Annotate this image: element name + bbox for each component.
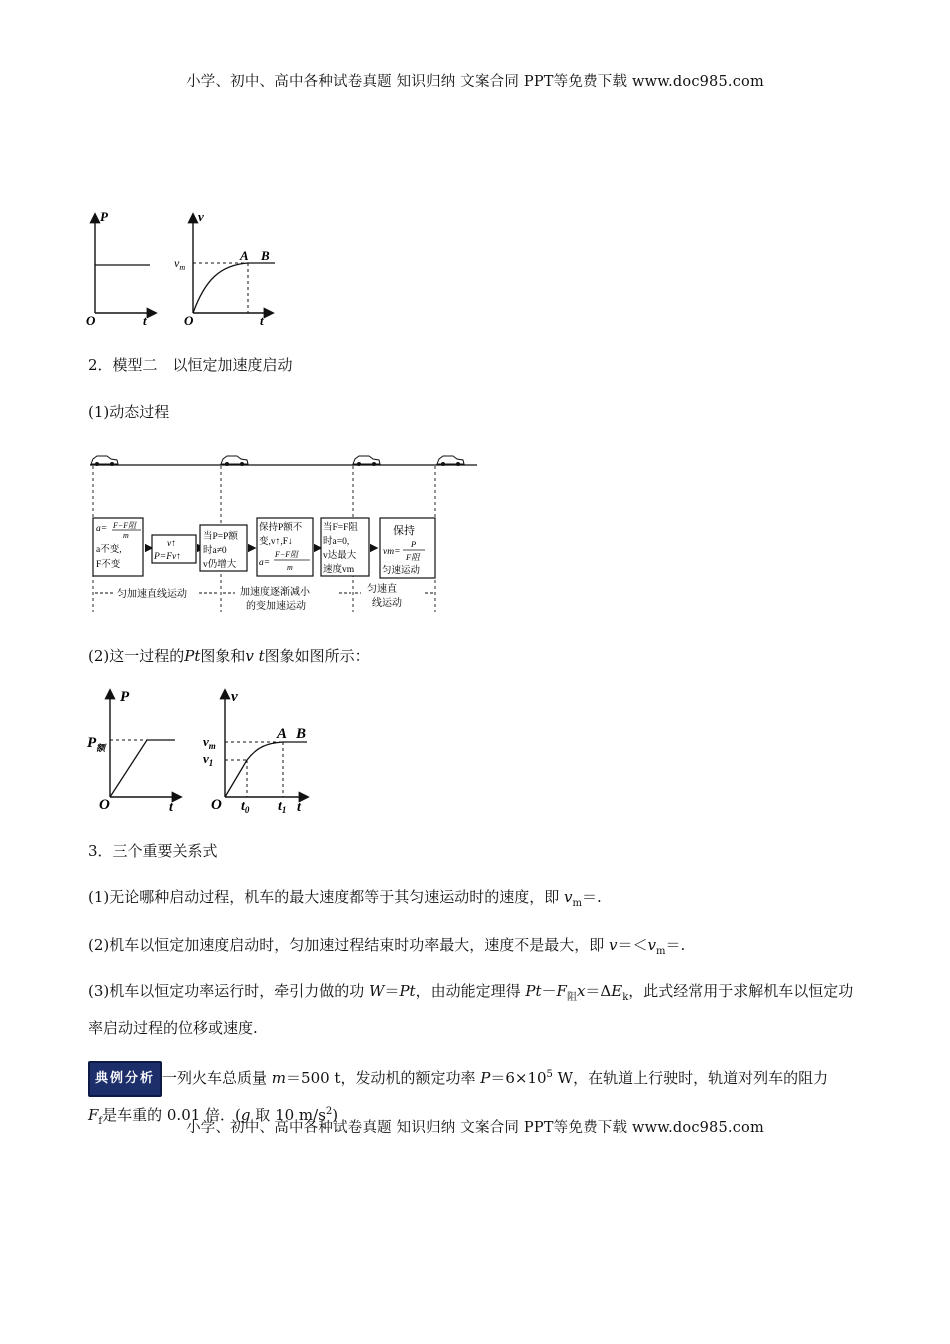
box3-text-1: 当P=P额 [203, 532, 238, 542]
svg-text:a=: a= [259, 558, 271, 568]
stage-label-2a: 加速度逐渐减小 [240, 587, 310, 598]
vt2-point-b: B [296, 726, 307, 742]
pt-p-label: P [100, 209, 108, 224]
figure-constant-power-graphs [80, 205, 290, 330]
vt2-v1-label: $v_1$ [203, 751, 214, 768]
box3-text-2: 时a≠0 [203, 546, 227, 556]
vt2-vm-label: $v_m$ [203, 734, 216, 751]
stage-label-2b: 的变加速运动 [246, 601, 306, 612]
dynamic-process-diagram [85, 450, 485, 620]
relation-1: (1)无论哪种启动过程，机车的最大速度都等于其匀速运动时的速度，即 $v_m=$. [88, 888, 602, 909]
figure-constant-acceleration-graphs [85, 685, 325, 815]
pt-t-label: t [143, 313, 147, 328]
box5-text-1: 当F=F阻 [323, 523, 358, 533]
vt2-curve [225, 742, 307, 797]
vt2-t0-label: $t_0$ [241, 799, 250, 815]
stage-label-1: 匀加速直线运动 [117, 589, 187, 600]
vt-curve [193, 263, 275, 313]
box5-text-2: 时a=0, [323, 537, 350, 547]
vt2-t1-label: $t_1$ [278, 799, 287, 815]
svg-text:F阻: F阻 [406, 552, 420, 562]
svg-text:P: P [411, 539, 417, 549]
pt2-curve [110, 740, 175, 797]
box4-text-2: 变,v↑,F↓ [259, 537, 293, 547]
relation-2: (2)机车以恒定加速度启动时，匀加速过程结束时功率最大，速度不是最大，即 $v=<v_m=$. [88, 936, 686, 957]
vt2-t-label: t [297, 800, 301, 815]
vt-v-label: v [198, 209, 204, 224]
page-header: 小学、初中、高中各种试卷真题 知识归纳 文案合同 PPT等免费下载 www.doc985.com [186, 74, 764, 90]
vt-point-b: B [261, 248, 270, 263]
vt-vm-label: $v_m$ [174, 256, 186, 272]
svg-text:a不变,: a不变, [96, 545, 122, 555]
vt-origin: O [184, 313, 194, 328]
section2-sub1: (1)动态过程 [88, 403, 170, 421]
vt-point-a: A [240, 248, 249, 263]
pt2-origin: O [99, 797, 110, 813]
box2-text-1: v↑ [167, 539, 176, 549]
box3-text-3: v仍增大 [203, 560, 237, 570]
example-problem: 典例分析 一列火车总质量 m＝500 t，发动机的额定功率 $P=6\times 10^5$ W，在轨道上行驶时，轨道对列车的阻力 $F_f$是车重的 0.01 倍．(g 取 10 $m/s^2$) [88, 1060, 868, 1137]
box2-text-2: P=Fv↑ [154, 552, 181, 562]
car-icon [353, 456, 380, 466]
svg-text:F−F阻: F−F阻 [275, 550, 299, 559]
svg-text:m: m [287, 563, 293, 572]
relation-3: (3)机车以恒定功率运行时，牵引力做的功 W＝Pt，由动能定理得 $Pt-F_阻x=\Delta E_k$，此式经常用于求解机车以恒定功率启动过程的位移或速度. [88, 982, 854, 1037]
box6-text-1: 保持 [393, 525, 415, 537]
box6-text-5: 匀速运动 [382, 566, 421, 576]
vt2-origin: O [211, 797, 222, 813]
section2-sub2: (2)这一过程的Pt图象和v t图象如图所示： [88, 647, 370, 665]
pt2-p-label: P [120, 689, 130, 705]
stage-label-3a: 匀速直 [367, 584, 397, 595]
pt-origin: O [86, 313, 96, 328]
box5-text-4: 速度vm [323, 565, 355, 575]
vt2-v-label: v [231, 689, 238, 705]
box4-text-1: 保持P额不 [259, 523, 303, 533]
box1-text: a= F−F阻 [96, 521, 137, 534]
page-footer: 小学、初中、高中各种试卷真题 知识归纳 文案合同 PPT等免费下载 www.doc985.com [186, 1120, 764, 1136]
pt2-t-label: t [169, 800, 173, 815]
svg-text:vm=: vm= [383, 547, 401, 557]
vt-t-label: t [260, 313, 264, 328]
pt2-rated-label: $P_额$ [87, 735, 106, 753]
example-badge: 典例分析 [88, 1061, 162, 1097]
vt2-point-a: A [277, 726, 288, 742]
section3-title: 3．三个重要关系式 [88, 842, 218, 860]
stage-label-3b: 线运动 [372, 598, 402, 609]
svg-text:m: m [123, 531, 129, 540]
car-icon [91, 456, 118, 466]
car-icon [437, 456, 464, 466]
box5-text-3: v达最大 [323, 551, 357, 561]
car-icon [221, 456, 248, 466]
section2-title: 2．模型二 以恒定加速度启动 [88, 356, 293, 374]
svg-text:F不变: F不变 [96, 560, 121, 570]
